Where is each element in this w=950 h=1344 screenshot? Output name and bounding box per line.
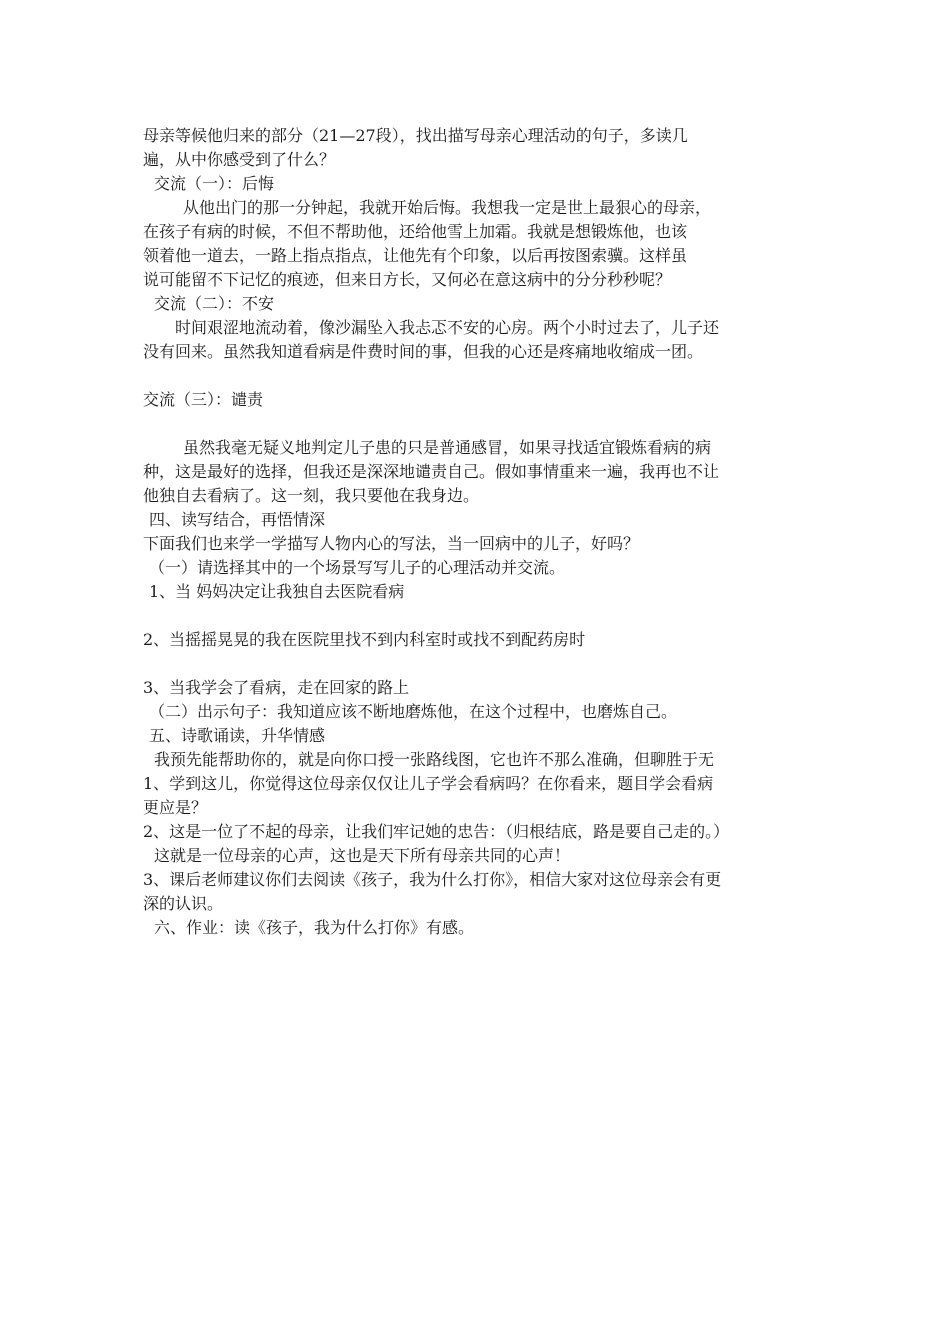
section-heading: 六、作业：读《孩子，我为什么打你》有感。 [154, 918, 475, 937]
paragraph-line: 母亲等候他归来的部分（21—27段），找出描写母亲心理活动的句子，多读几 [143, 126, 688, 145]
list-item: 1、学到这儿，你觉得这位母亲仅仅让儿子学会看病吗？在你看来，题目学会看病 [143, 774, 714, 793]
list-item: 3、课后老师建议你们去阅读《孩子，我为什么打你》，相信大家对这位母亲会有更 [143, 870, 722, 889]
paragraph-line: 更应是？ [143, 798, 208, 817]
section-heading: 交流（三）：谴责 [143, 390, 264, 409]
paragraph-line: 虽然我毫无疑义地判定儿子患的只是普通感冒，如果寻找适宜锻炼看病的病 [183, 438, 712, 457]
list-item: 2、当摇摇晃晃的我在医院里找不到内科室时或找不到配药房时 [143, 630, 586, 649]
paragraph-line: 下面我们也来学一学描写人物内心的写法，当一回病中的儿子，好吗？ [143, 534, 640, 553]
paragraph-line: 没有回来。虽然我知道看病是件费时间的事，但我的心还是疼痛地收缩成一团。 [143, 342, 704, 361]
paragraph-line: 从他出门的那一分钟起，我就开始后悔。我想我一定是世上最狠心的母亲， [183, 198, 712, 217]
paragraph-line: 遍，从中你感受到了什么？ [143, 150, 336, 169]
paragraph-line: 时间艰涩地流动着，像沙漏坠入我忐忑不安的心房。两个小时过去了，儿子还 [175, 318, 720, 337]
blank-line [143, 604, 815, 628]
paragraph-line: 领着他一道去，一路上指点指点，让他先有个印象，以后再按图索骥。这样虽 [143, 246, 688, 265]
paragraph-line: （一）请选择其中的一个场景写写儿子的心理活动并交流。 [149, 558, 566, 577]
paragraph-line: （二）出示句子：我知道应该不断地磨炼他，在这个过程中，也磨炼自己。 [149, 702, 678, 721]
paragraph-line: 在孩子有病的时候，不但不帮助他，还给他雪上加霜。我就是想锻炼他，也该 [143, 222, 688, 241]
list-item: 1、当 妈妈决定让我独自去医院看病 [149, 582, 405, 601]
paragraph-line: 我预先能帮助你的，就是向你口授一张路线图，它也许不那么准确，但聊胜于无 [154, 750, 715, 769]
list-item: 2、这是一位了不起的母亲，让我们牢记她的忠告：（归根结底，路是要自己走的。） [143, 822, 730, 841]
paragraph-line: 说可能留不下记忆的痕迹，但来日方长，又何必在意这病中的分分秒秒呢？ [143, 270, 672, 289]
blank-line [143, 412, 815, 436]
paragraph-line: 他独自去看病了。这一刻，我只要他在我身边。 [143, 486, 480, 505]
list-item: 3、当我学会了看病，走在回家的路上 [143, 678, 410, 697]
section-heading: 交流（一）：后悔 [154, 174, 275, 193]
blank-line [143, 652, 815, 676]
section-heading: 交流（二）：不安 [154, 294, 275, 313]
blank-line [143, 364, 815, 388]
document-body [143, 124, 815, 940]
paragraph-line: 这就是一位母亲的心声，这也是天下所有母亲共同的心声！ [154, 846, 571, 865]
paragraph-line: 种，这是最好的选择，但我还是深深地谴责自己。假如事情重来一遍，我再也不让 [143, 462, 720, 481]
section-heading: 五、诗歌诵读，升华情感 [149, 726, 326, 745]
section-heading: 四、读写结合，再悟情深 [149, 510, 326, 529]
paragraph-line: 深的认识。 [143, 894, 224, 913]
